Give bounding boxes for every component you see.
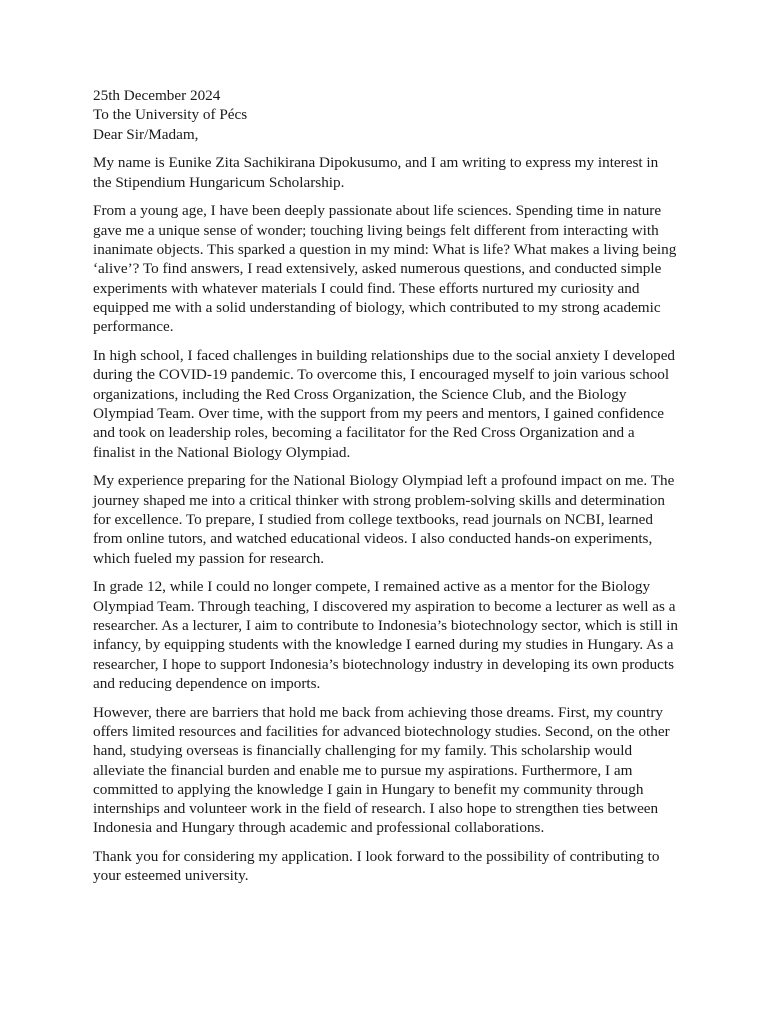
paragraph-closing: Thank you for considering my application. I look forward to the possibility of contributing to your esteemed university. [93,848,660,885]
paragraph-olympiad: My experience preparing for the National Biology Olympiad left a profound impact on me. The journey shaped me into a critical thinker with strong problem-solving skills and determination for excellence. To prepare, I studied from college textbooks, read journals on NCBI, learned from online tutors, and watched educational videos. I also conducted hands-on experiments, which fueled my passion for research. [93,472,675,567]
letter-recipient: To the University of Pécs [93,106,248,124]
paragraph-barriers: However, there are barriers that hold me back from achieving those dreams. First, my country offers limited resources and facilities for advanced biotechnology studies. Second, on the other hand, studying overseas is financially challenging for my family. This scholarship would alleviate the financial burden and enable me to pursue my aspirations. Furthermore, I am committed to applying the knowledge I gain in Hungary to benefit my community through internships and volunteer work in the field of research. I also hope to strengthen ties between Indonesia and Hungary through academic and professional collaborations. [93,703,670,837]
letter-salutation: Dear Sir/Madam, [93,125,199,143]
letter-body [93,86,679,886]
paragraph-introduction: My name is Eunike Zita Sachikirana Dipokusumo, and I am writing to express my interest in the Stipendium Hungaricum Scholarship. [93,154,659,191]
paragraph-passion: From a young age, I have been deeply passionate about life sciences. Spending time in nature gave me a unique sense of wonder; touching living beings felt different from interacting with inanimate objects. This sparked a question in my mind: What is life? What makes a living being ‘alive’? To find answers, I read extensively, asked numerous questions, and conducted simple experiments with whatever materials I could find. These efforts nurtured my curiosity and equipped me with a solid understanding of biology, which contributed to my strong academic performance. [93,202,677,336]
paragraph-aspirations: In grade 12, while I could no longer compete, I remained active as a mentor for the Biology Olympiad Team. Through teaching, I discovered my aspiration to become a lecturer as well as a researcher. As a lecturer, I aim to contribute to Indonesia’s biotechnology sector, which is still in infancy, by equipping students with the knowledge I earned during my studies in Hungary. As a researcher, I hope to support Indonesia’s biotechnology industry in developing its own products and reducing dependence on imports. [93,578,679,692]
letter-date: 25th December 2024 [93,87,221,104]
paragraph-high-school: In high school, I faced challenges in building relationships due to the social anxiety I developed during the COVID-19 pandemic. To overcome this, I encouraged myself to join various school organizations, including the Red Cross Organization, the Science Club, and the Biology Olympiad Team. Over time, with the support from my peers and mentors, I gained confidence and took on leadership roles, becoming a facilitator for the Red Cross Organization and a finalist in the National Biology Olympiad. [93,347,676,461]
